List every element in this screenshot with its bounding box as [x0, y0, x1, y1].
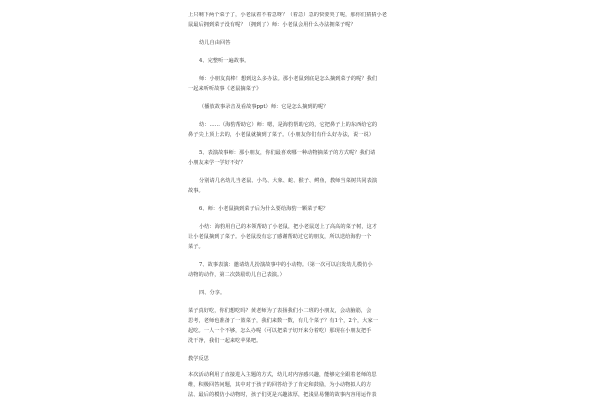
section-heading: 教学反思	[188, 356, 209, 362]
text-line: 鼻子尖上顶上去的，小老鼠就摘到了菜子。（小朋友你们有什么好办法，说一说）	[188, 132, 374, 138]
text-line: 上只剩下两个菜子了，小老鼠着不着急呀？（着急）急的快要哭了呢，那你们猜猜小老	[188, 12, 388, 18]
text-line: 维，积极回答问题，其中对于孩子的回答给予了肯定和鼓励，为小动物拟人的方	[188, 382, 372, 388]
document-page	[188, 12, 414, 398]
section-heading: 幼儿自由回答	[199, 40, 231, 46]
text-line: 鼠最后拥到菜子没有呢？（拥到了）师：小老鼠会用什么办法拥菜子呢？	[188, 22, 356, 28]
text-line: 幼：……（海豹帮助它）师：嗯，是海豹帮助它的，它把鼻子上的东西给它的	[199, 122, 378, 128]
text-line: 动物的动作，第二次鼓励幼儿自己表演。）	[188, 272, 285, 278]
text-line: 6、师：小老鼠摘到菜子后为什么要给海豹一颗菜子呢？	[199, 206, 329, 212]
text-line: 故事。	[188, 188, 204, 194]
text-line: 菜子真好吃，你们想吃吗？黄老师为了表扬我们小二班的小朋友，会动脑筋，会	[188, 308, 372, 314]
text-line: 师：小朋友真棒！想到这么多办法。那小老鼠到底是怎么摘到菜子的呢？我们	[199, 76, 378, 82]
text-line: 菜子。	[188, 244, 204, 250]
text-line: 思考，老师也准备了一篮菜子，我们来数一数，有几个菜子？有1个，2个，大家一	[188, 318, 379, 324]
section-heading: 4、完整听一遍故事。	[199, 58, 250, 64]
text-line: （播放故事录音及看故事ppt）师：它是怎么摘到的呢？	[199, 104, 329, 110]
text-line: 让小老鼠摘到了菜子。小老鼠没有忘了感谢帮助过它的朋友，所以送给海豹一个	[188, 234, 372, 240]
text-line: 分别请几名幼儿当老鼠、小鸟、大象、蛇、猴子、鳄鱼，教师当菜树共同表演	[199, 178, 378, 184]
text-line: 起吃。一人一个不够，怎么办呢（可以把菜子切开来分着吃）那现在小朋友把手	[188, 328, 372, 334]
text-line: 法、最后的模仿小动物时，孩子们更是兴趣浓厚，把浅显易懂的故事内容用运作表	[188, 392, 377, 398]
text-line: 本次活动利用了直接进入主题的方式，幼儿对内容感兴趣，能够完全跟着老师的思	[188, 372, 377, 378]
section-heading: 四、分享。	[199, 290, 226, 296]
text-line: 一起来听听故事《老鼠摘菜子》	[188, 86, 262, 92]
text-line: 7、故事表演：邀请幼儿扮演故事中的小动物。（第一次可以启发幼儿模仿小	[199, 262, 373, 268]
text-line: 洗干净，我们一起来吃苹果吧。	[188, 338, 262, 344]
text-line: 5、表演故事师：那小朋友，你们最喜欢哪一种动物摘菜子的方式呢？我们请	[199, 150, 376, 156]
text-line: 小朋友来学一学好不好？	[188, 160, 246, 166]
text-line: 小结：海豹用自己的本领帮助了小老鼠，把小老鼠送上了高高的菜子树，这才	[199, 224, 378, 230]
